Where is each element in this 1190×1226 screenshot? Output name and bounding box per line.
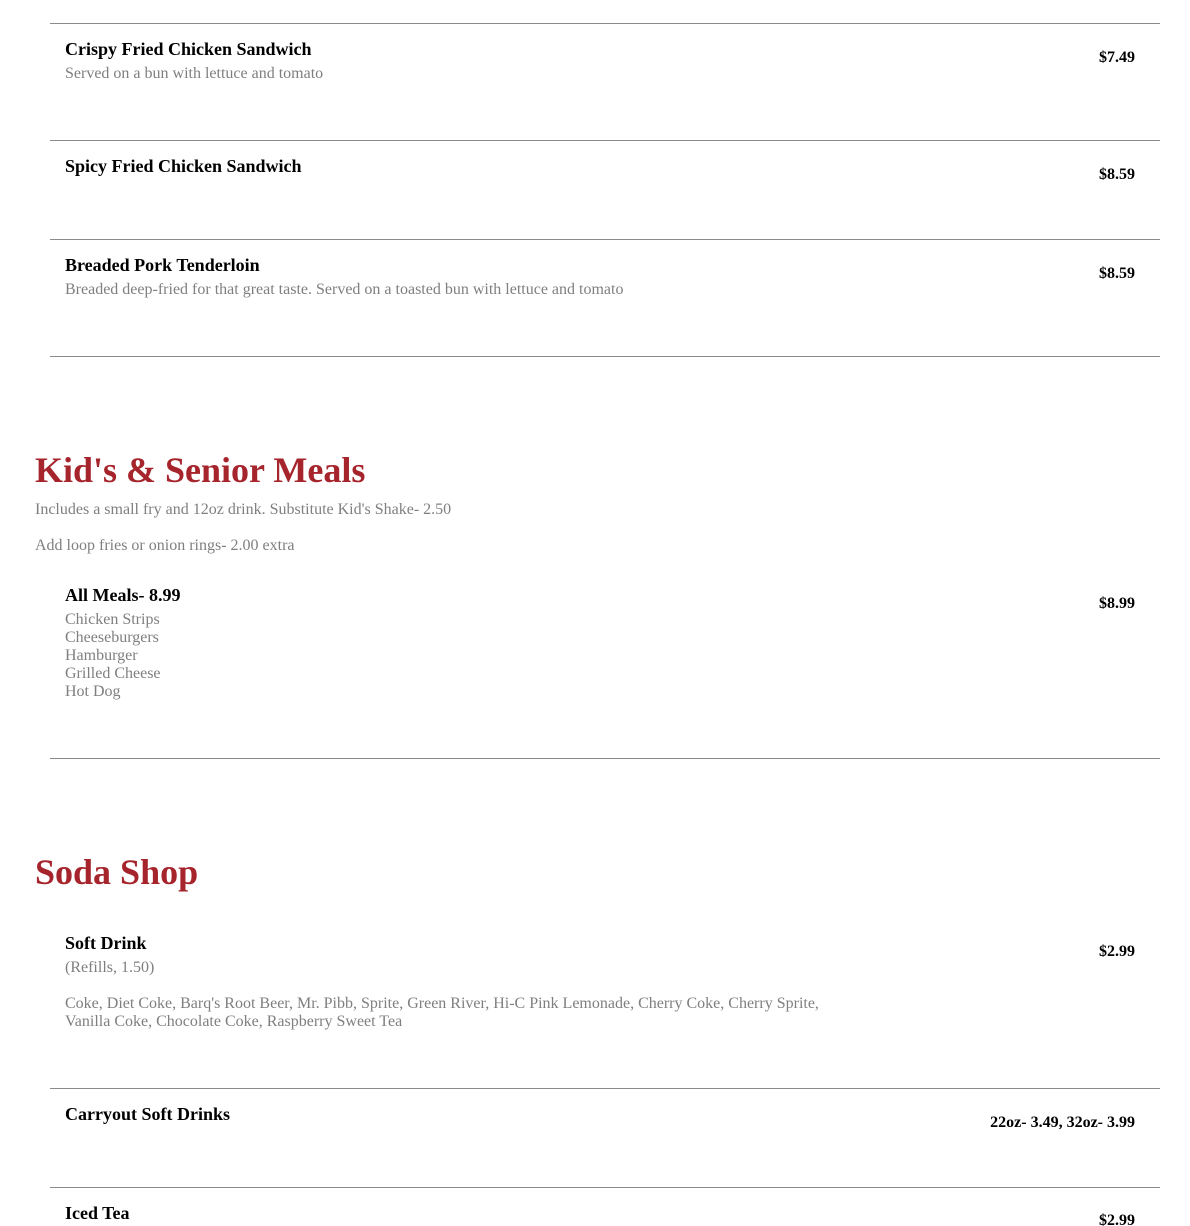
meal-option: Cheeseburgers: [65, 629, 159, 646]
divider: [50, 23, 1160, 24]
meal-option: Chicken Strips: [65, 611, 160, 628]
item-name: All Meals- 8.99: [65, 585, 181, 605]
item-name: Iced Tea: [65, 1203, 130, 1223]
section-title-soda-shop: Soda Shop: [35, 852, 199, 892]
item-note: (Refills, 1.50): [65, 959, 155, 976]
item-price: $2.99: [1099, 1212, 1135, 1226]
item-name: Breaded Pork Tenderloin: [65, 255, 260, 275]
meal-option: Hamburger: [65, 647, 138, 664]
description-line: Coke, Diet Coke, Barq's Root Beer, Mr. Pibb, Sprite, Green River, Hi-C Pink Lemonade, Cherry Coke, Cherry Sprite,: [65, 995, 819, 1012]
section-title-kids-senior: Kid's & Senior Meals: [35, 450, 366, 490]
item-description: Breaded deep-fried for that great taste. Served on a toasted bun with lettuce and tomato: [65, 281, 624, 298]
item-name: Soft Drink: [65, 933, 147, 953]
section-note: Includes a small fry and 12oz drink. Substitute Kid's Shake- 2.50: [35, 501, 452, 518]
item-description: Served on a bun with lettuce and tomato: [65, 65, 324, 82]
item-name: Carryout Soft Drinks: [65, 1104, 230, 1124]
description-line: Vanilla Coke, Chocolate Coke, Raspberry Sweet Tea: [65, 1013, 403, 1030]
divider: [50, 758, 1160, 759]
divider: [50, 1187, 1160, 1188]
item-price: $7.49: [1099, 49, 1135, 66]
divider: [50, 356, 1160, 357]
item-price: 22oz- 3.49, 32oz- 3.99: [990, 1114, 1135, 1131]
meal-options-list: [65, 611, 161, 701]
divider: [50, 239, 1160, 240]
item-price: $8.59: [1099, 265, 1135, 282]
item-price: $8.99: [1099, 595, 1135, 612]
item-price: $8.59: [1099, 166, 1135, 183]
divider: [50, 1088, 1160, 1089]
meal-option: Grilled Cheese: [65, 665, 161, 682]
item-price: $2.99: [1099, 943, 1135, 960]
section-note: Add loop fries or onion rings- 2.00 extra: [35, 537, 295, 554]
item-description: [65, 995, 819, 1031]
item-name: Crispy Fried Chicken Sandwich: [65, 39, 312, 59]
item-name: Spicy Fried Chicken Sandwich: [65, 156, 302, 176]
divider: [50, 140, 1160, 141]
meal-option: Hot Dog: [65, 683, 121, 700]
